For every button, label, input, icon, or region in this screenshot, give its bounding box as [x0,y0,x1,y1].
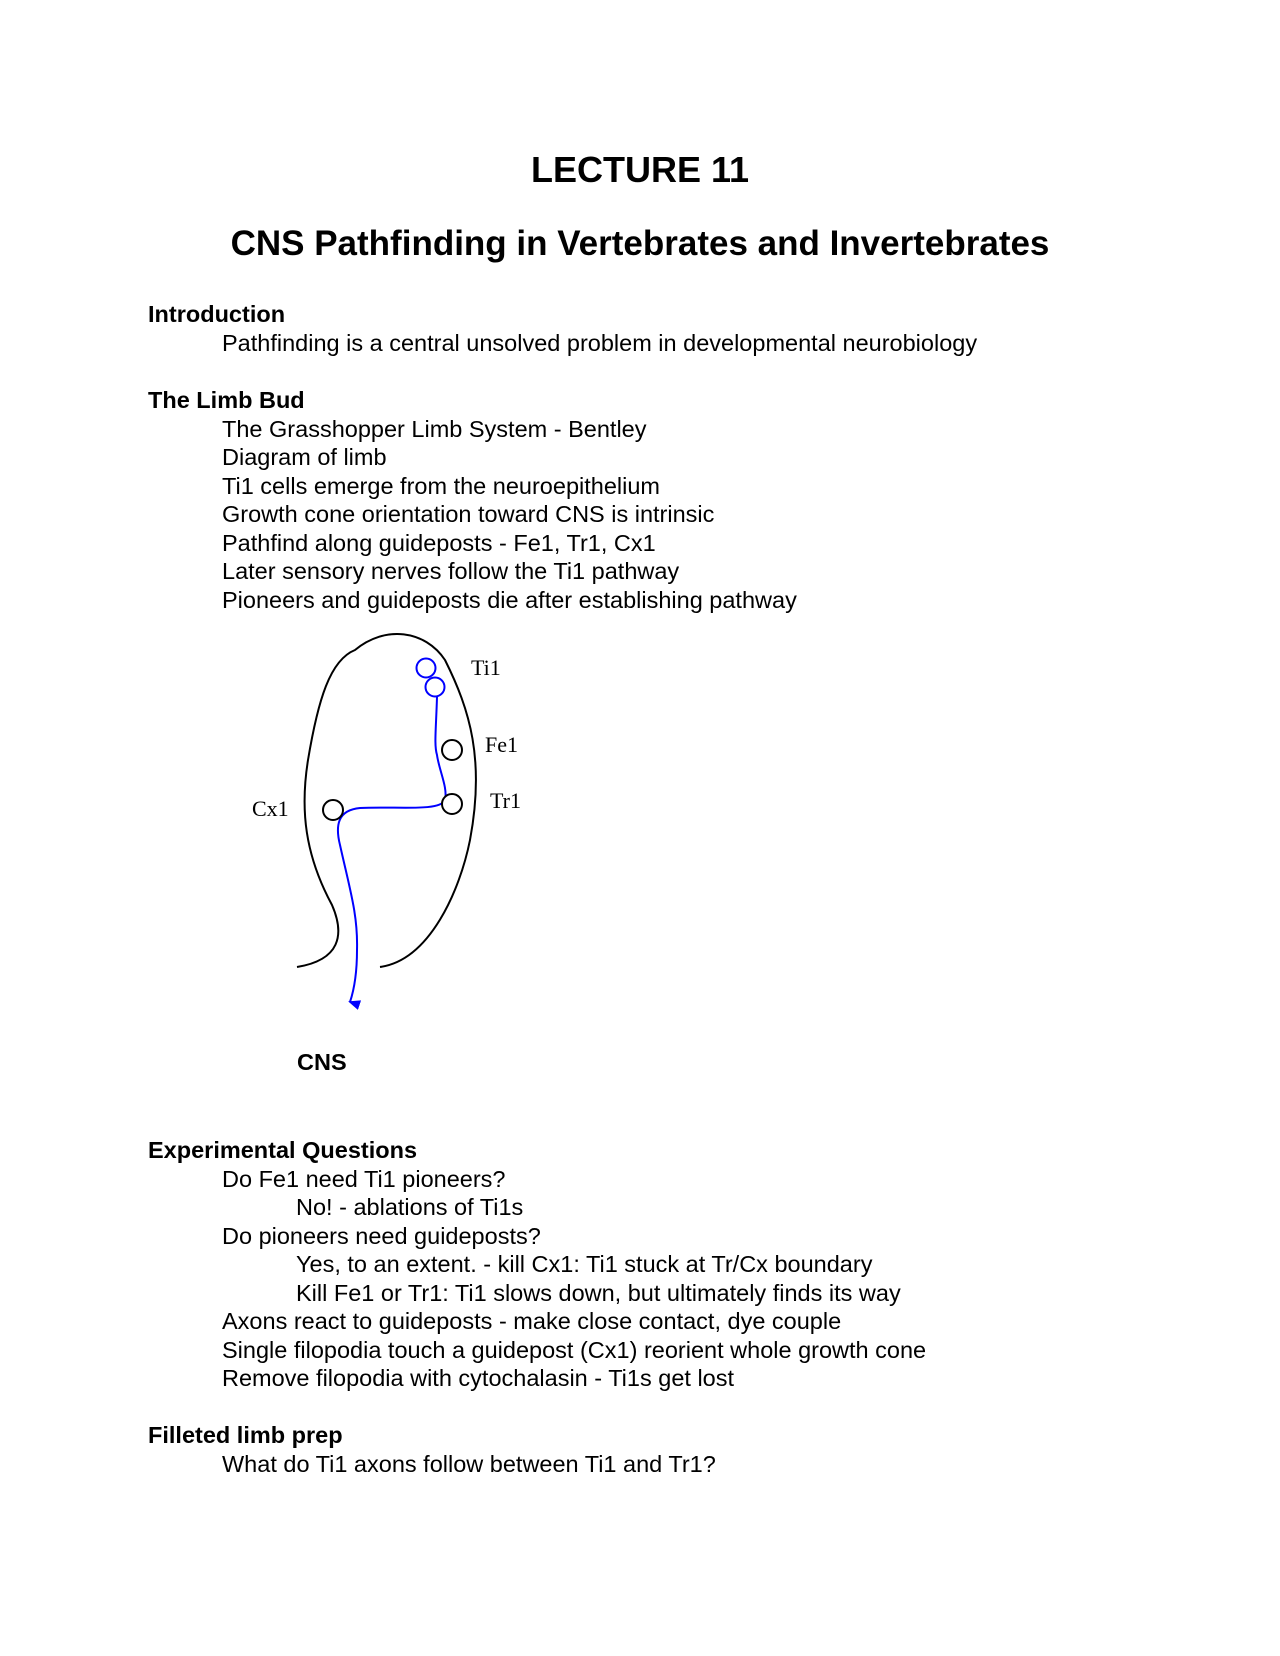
fe1-label: Fe1 [485,732,518,757]
ti1-cell-lower [426,678,445,697]
section-heading-filleted-limb-prep: Filleted limb prep [148,1422,343,1448]
list-item: Single filopodia touch a guidepost (Cx1) reorient whole growth cone [222,1336,927,1363]
list-item: Growth cone orientation toward CNS is intrinsic [222,501,715,527]
ti1-axon-path [338,697,446,1002]
section-filleted-limb-prep [148,1421,1208,1478]
section-heading-limb-bud: The Limb Bud [148,387,305,413]
list-item: Ti1 cells emerge from the neuroepithelium [222,472,660,499]
list-item: Pathfinding is a central unsolved problem in developmental neurobiology [222,329,978,356]
list-item: What do Ti1 axons follow between Ti1 and Tr1? [222,1450,716,1477]
question-item: Do pioneers need guideposts? [222,1222,541,1249]
list-item: Pathfind along guideposts - Fe1, Tr1, Cx1 [222,529,656,556]
list-item: The Grasshopper Limb System - Bentley [222,415,647,442]
lecture-title: LECTURE 11 [530,149,750,190]
section-heading-experimental-questions: Experimental Questions [148,1137,418,1163]
ti1-label: Ti1 [471,655,501,680]
list-item: Diagram of limb [222,444,387,470]
list-item: Axons react to guideposts - make close contact, dye couple [222,1308,842,1334]
question-item: Do Fe1 need Ti1 pioneers? [222,1165,506,1192]
list-item: Remove filopodia with cytochalasin - Ti1s get lost [222,1365,735,1391]
list-item: Later sensory nerves follow the Ti1 pathway [222,558,680,584]
answer-item: Kill Fe1 or Tr1: Ti1 slows down, but ultimately finds its way [296,1279,901,1306]
section-experimental-questions [148,1136,1208,1393]
cx1-cell [323,800,343,820]
tr1-label: Tr1 [490,788,521,813]
answer-item: Yes, to an extent. - kill Cx1: Ti1 stuck at Tr/Cx boundary [296,1251,873,1277]
page-subtitle: CNS Pathfinding in Vertebrates and Invertebrates [230,224,1050,263]
cx1-label: Cx1 [252,796,289,821]
answer-item: No! - ablations of Ti1s [296,1194,524,1220]
cns-label: CNS [297,1049,347,1075]
tr1-cell [442,794,462,814]
fe1-cell [442,740,462,760]
ti1-cell-upper [417,659,436,678]
section-heading-introduction: Introduction [148,301,286,327]
list-item: Pioneers and guideposts die after establishing pathway [222,586,797,613]
